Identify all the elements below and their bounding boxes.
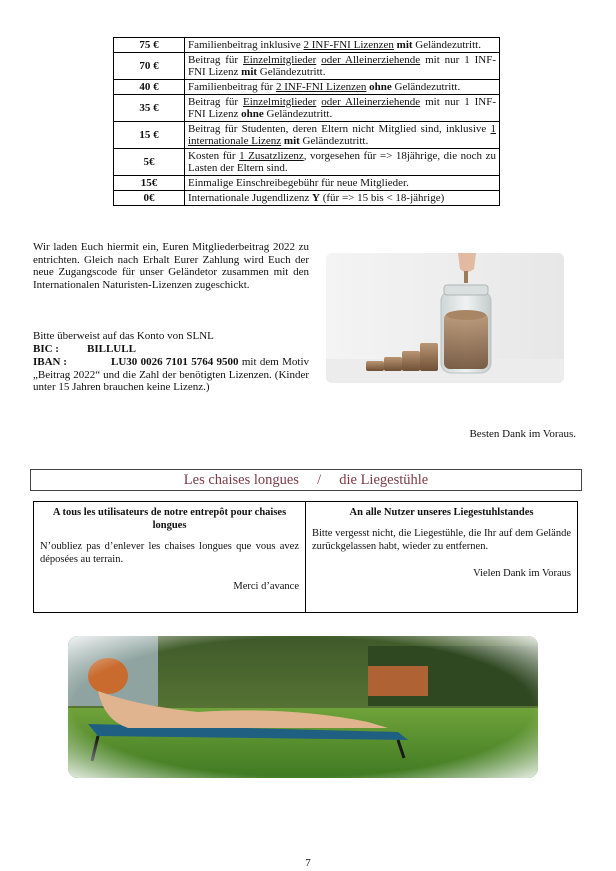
fee-amount: 70 € (114, 53, 185, 80)
fee-description-part: Internationale Jugendlizenz (188, 192, 313, 204)
bic-value: BILLULL (87, 343, 136, 355)
fee-description-part: Familienbeitrag inklusive (188, 39, 304, 51)
fee-row (114, 122, 500, 149)
fee-description (185, 80, 500, 95)
fee-amount: 40 € (114, 80, 185, 95)
fee-description-part: Geländezutritt. (299, 135, 369, 147)
thanks-note: Besten Dank im Voraus. (469, 428, 576, 440)
fee-description-part: mit (241, 66, 258, 78)
fee-amount: 15€ (114, 176, 185, 191)
notice-german-body: Bitte vergesst nicht, die Liegestühle, die Ihr auf dem Gelände zurückgelassen habt, wieder zu entfernen. (312, 528, 571, 552)
loungers-heading (30, 469, 582, 491)
fee-description-part: oder Alleinerziehende (321, 54, 421, 66)
fee-description-part: Einmalige Einschreibegebühr für neue Mitglieder. (188, 177, 409, 189)
notice-french-title: A tous les utilisateurs de notre entrepôt pour chaises longues (52, 507, 287, 531)
garden-illustration (68, 636, 538, 778)
iban-value: LU30 0026 7101 5764 9500 (111, 356, 239, 368)
fee-row (114, 53, 500, 80)
fee-row (114, 176, 500, 191)
fee-description-part: Kosten für (188, 150, 240, 162)
notice-french-thanks: Merci d’avance (233, 581, 299, 592)
fee-description-part: Geländezutritt. (257, 66, 326, 78)
fee-description (185, 176, 500, 191)
loungers-heading-text: Les chaises longues / die Liegestühle (183, 472, 429, 488)
fee-amount: 15 € (114, 122, 185, 149)
fee-description-part: 2 INF-FNI Lizenzen (275, 81, 367, 93)
notice-german-title: An alle Nutzer unseres Liegestuhlstandes (349, 507, 534, 518)
fee-row (114, 191, 500, 206)
garden-lounger-photo (68, 636, 538, 778)
fee-description-part: mit (283, 135, 300, 147)
fee-description (185, 95, 500, 122)
coin-jar-illustration (326, 253, 564, 383)
fee-description-part: Einzelmitglieder (243, 96, 317, 108)
transfer-note: Bitte überweist auf das Konto von SLNL (33, 330, 214, 342)
fee-description-part: ohne (241, 108, 264, 120)
bic-label: BIC : (33, 343, 59, 355)
fee-row (114, 80, 500, 95)
fee-description-part: mit nur 1 INF-FNI Lizenz (188, 96, 496, 120)
bic-line (33, 343, 313, 356)
fee-description (185, 149, 500, 176)
lounger-notice-table (33, 501, 578, 613)
fee-description-part: 2 INF-FNI Lizenzen (303, 39, 394, 51)
fee-amount: 35 € (114, 95, 185, 122)
fee-description-part: Familienbeitrag für (188, 81, 276, 93)
fee-row (114, 38, 500, 53)
fee-description-part: Y (312, 192, 320, 204)
fee-description (185, 38, 500, 53)
fee-amount: 0€ (114, 191, 185, 206)
fee-description-part: Beitrag für (188, 96, 243, 108)
fee-description-part: Geländezutritt. (263, 108, 333, 120)
fee-description-part: ohne (369, 81, 392, 93)
notice-german-thanks: Vielen Dank im Voraus (473, 568, 571, 579)
invitation-paragraph: Wir laden Euch hiermit ein, Euren Mitgliederbeitrag 2022 zu entrichten. Gleich nach Erhalt Eurer Zahlung wird Euch der neue Zugangscode für unser Geländetor zusammen mit den Internationalen Naturisten-Lizenzen zugeschickt. (33, 241, 309, 291)
fee-description-part: , vorgesehen für => 18jährige, die noch zu Lasten der Eltern sind. (188, 150, 496, 174)
fee-description-part: (für => 15 bis < 18-jährige) (319, 192, 445, 204)
fee-description-part: Beitrag für Studenten, deren Eltern nicht Mitglied sind, inklusive (188, 123, 491, 135)
fee-amount: 75 € (114, 38, 185, 53)
fee-table (113, 37, 500, 206)
iban-paragraph (33, 356, 309, 394)
fee-description-part: Einzelmitglieder (243, 54, 317, 66)
iban-text: mit dem Motiv „Beitrag 2022“ und die Zahl der benötigten Lizenzen. (Kinder unter 15 Jahren brauchen keine Lizenz.) (33, 356, 310, 393)
iban-label: IBAN : (33, 356, 67, 368)
fee-description-part: 1 internationale Lizenz (188, 123, 496, 147)
fee-description-part: mit nur 1 INF-FNI Lizenz (188, 54, 496, 78)
fee-row (114, 95, 500, 122)
fee-description-part: Geländezutritt. (391, 81, 461, 93)
notice-french (34, 502, 306, 613)
fee-description (185, 191, 500, 206)
fee-description (185, 122, 500, 149)
fee-description-part: 1 Zusatzlizenz (239, 150, 304, 162)
fee-description-part: Geländezutritt. (412, 39, 481, 51)
notice-german (306, 502, 578, 613)
fee-row (114, 149, 500, 176)
notice-french-body: N’oubliez pas d’enlever les chaises longues que vous avez déposées au terrain. (40, 541, 299, 565)
coin-jar-photo (326, 253, 564, 383)
fee-amount: 5€ (114, 149, 185, 176)
page-number: 7 (305, 857, 311, 869)
fee-description-part: Beitrag für (188, 54, 243, 66)
fee-description-part: oder Alleinerziehende (321, 96, 421, 108)
fee-description (185, 53, 500, 80)
fee-description-part: mit (396, 39, 413, 51)
